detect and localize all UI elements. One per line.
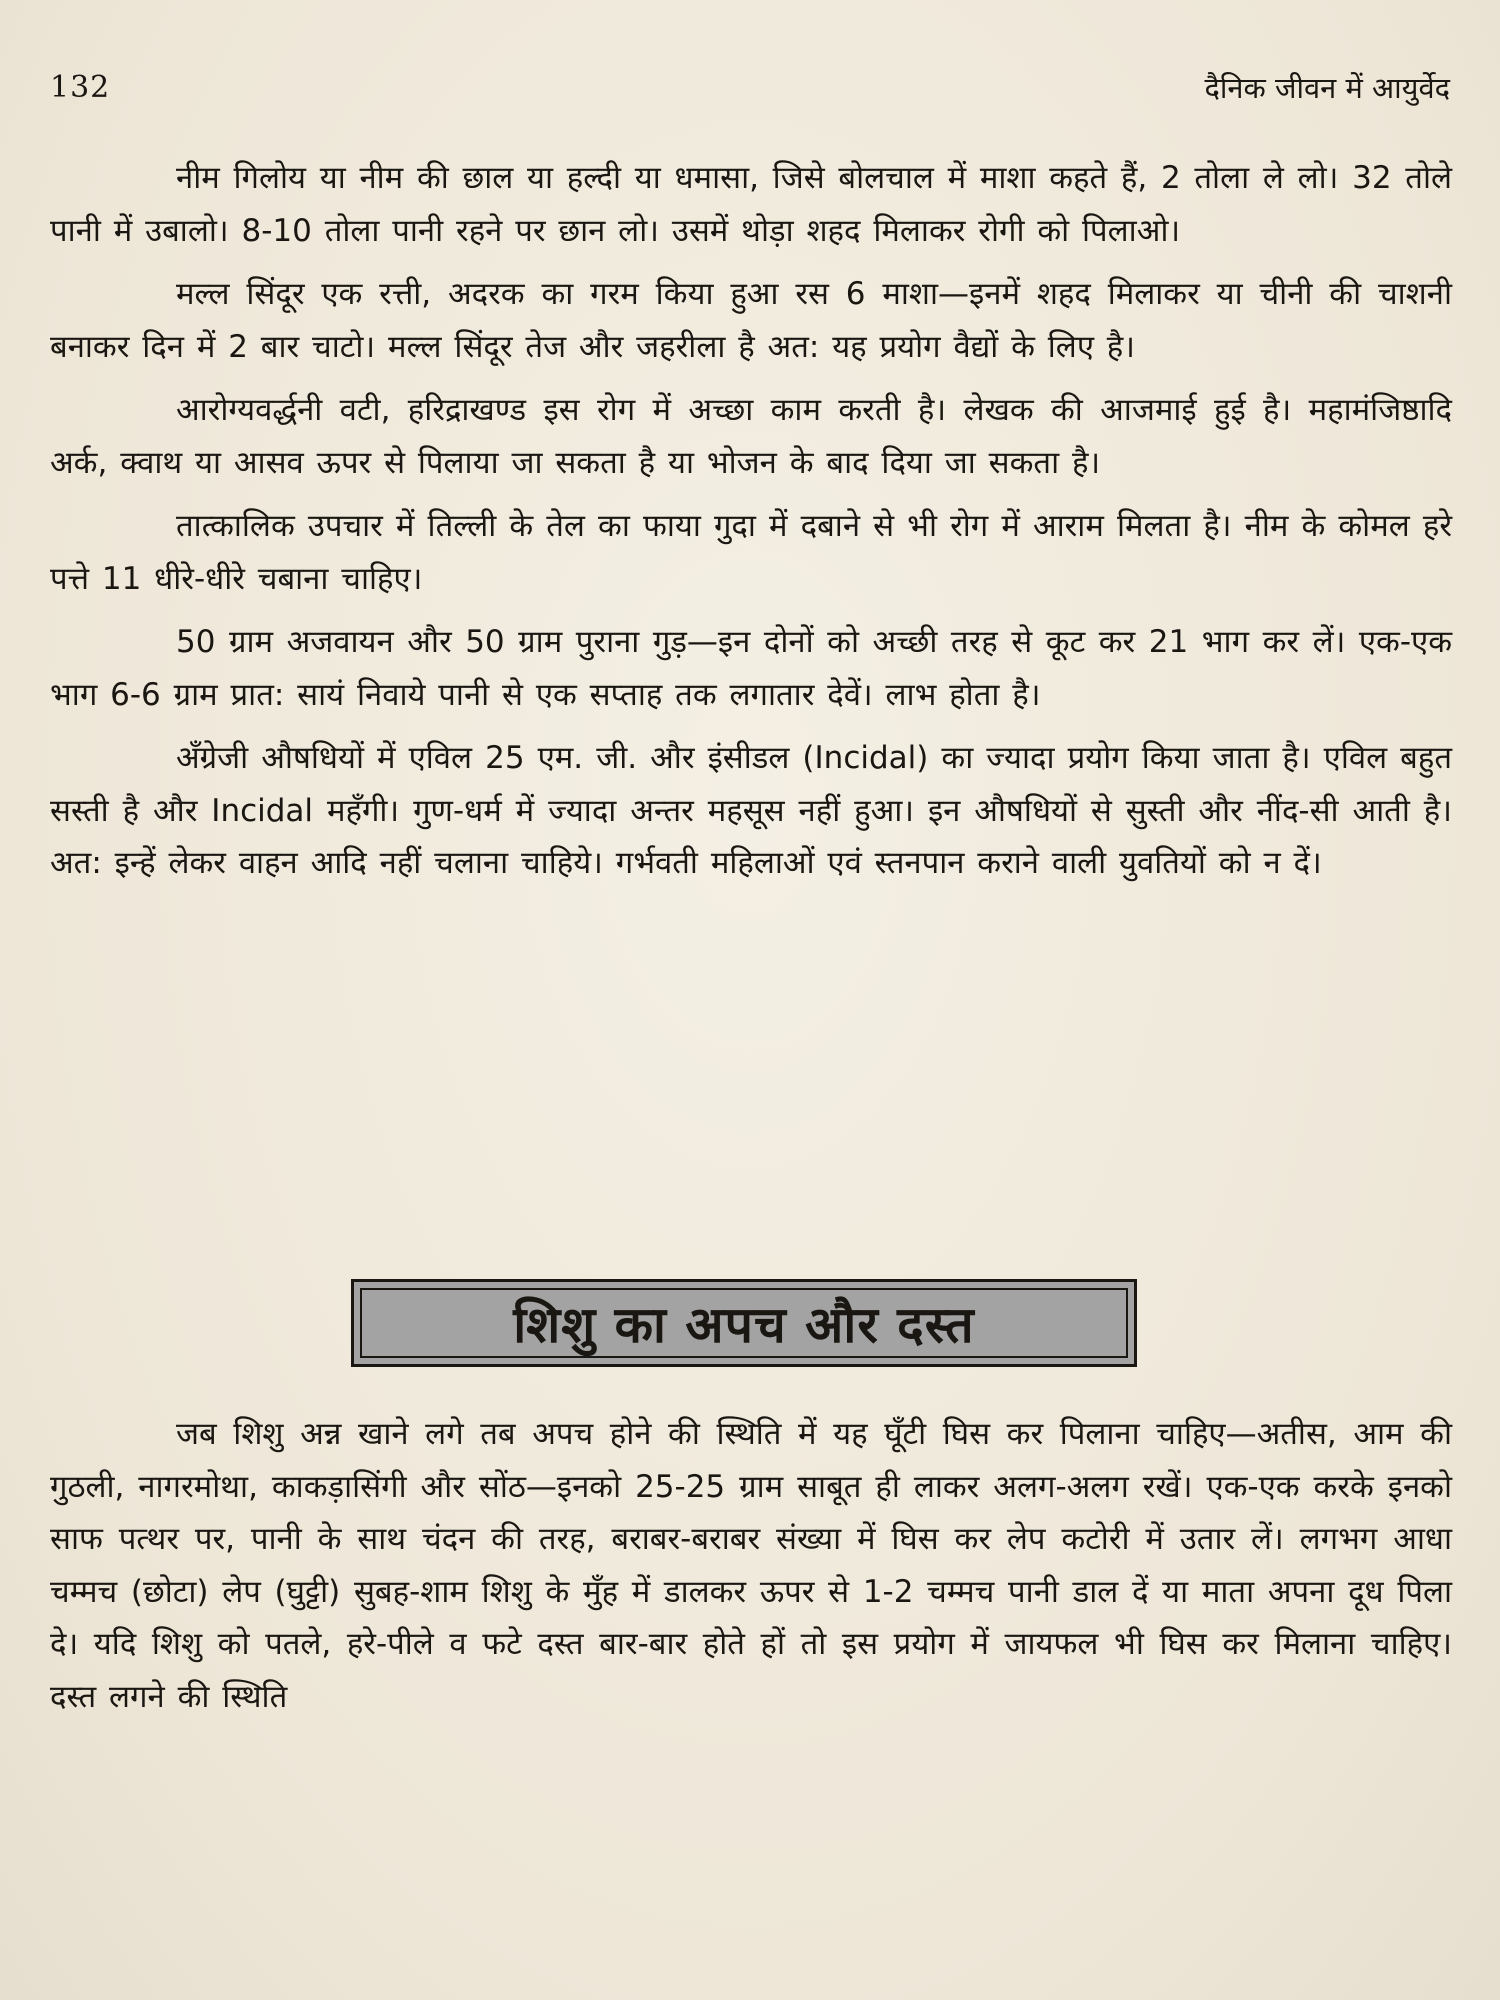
section-body-top	[50, 152, 1452, 890]
page-number: 132	[50, 70, 111, 105]
paragraph: आरोग्यवर्द्धनी वटी, हरिद्राखण्ड इस रोग में अच्छा काम करती है। लेखक की आजमाई हुई है। महामंजिष्ठादि अर्क, क्वाथ या आसव ऊपर से पिलाया जा सकता है या भोजन के बाद दिया जा सकता है।	[50, 392, 1452, 481]
section-body-bottom	[50, 1408, 1452, 1723]
section-heading-box	[351, 1279, 1137, 1367]
paragraph: अँग्रेजी औषधियों में एविल 25 एम. जी. और इंसीडल (Incidal) का ज्यादा प्रयोग किया जाता है। एविल बहुत सस्ती है और Incidal महँगी। गुण-धर्म में ज्यादा अन्तर महसूस नहीं हुआ। इन औषधियों से सुस्ती और नींद-सी आती है। अत: इन्हें लेकर वाहन आदि नहीं चलाना चाहिये। गर्भवती महिलाओं एवं स्तनपान कराने वाली युवतियों को न दें।	[50, 740, 1452, 881]
paragraph: जब शिशु अन्न खाने लगे तब अपच होने की स्थिति में यह घूँटी घिस कर पिलाना चाहिए—अतीस, आम की गुठली, नागरमोथा, काकड़ासिंगी और सोंठ—इनको 25-25 ग्राम साबूत ही लाकर अलग-अलग रखें। एक-एक करके इनको साफ पत्थर पर, पानी के साथ चंदन की तरह, बराबर-बराबर संख्या में घिस कर लेप कटोरी में उतार लें। लगभग आधा चम्मच (छोटा) लेप (घुट्टी) सुबह-शाम शिशु के मुँह में डालकर ऊपर से 1-2 चम्मच पानी डाल दें या माता अपना दूध पिला दे। यदि शिशु को पतले, हरे-पीले व फटे दस्त बार-बार होते हों तो इस प्रयोग में जायफल भी घिस कर मिलाना चाहिए। दस्त लगने की स्थिति	[50, 1416, 1452, 1715]
paragraph: 50 ग्राम अजवायन और 50 ग्राम पुराना गुड़—इन दोनों को अच्छी तरह से कूट कर 21 भाग कर लें। एक-एक भाग 6-6 ग्राम प्रात: सायं निवाये पानी से एक सप्ताह तक लगातार देवें। लाभ होता है।	[50, 624, 1452, 713]
paragraph: तात्कालिक उपचार में तिल्ली के तेल का फाया गुदा में दबाने से भी रोग में आराम मिलता है। नीम के कोमल हरे पत्ते 11 धीरे-धीरे चबाना चाहिए।	[50, 508, 1452, 597]
paragraph: नीम गिलोय या नीम की छाल या हल्दी या धमासा, जिसे बोलचाल में माशा कहते हैं, 2 तोला ले लो। 32 तोले पानी में उबालो। 8-10 तोला पानी रहने पर छान लो। उसमें थोड़ा शहद मिलाकर रोगी को पिलाओ।	[50, 160, 1452, 249]
running-title: दैनिक जीवन में आयुर्वेद	[1204, 71, 1450, 105]
page-header	[50, 66, 1450, 116]
section-heading-area	[0, 1279, 1500, 1375]
section-heading: शिशु का अपच और दस्त	[513, 1296, 975, 1354]
paragraph: मल्ल सिंदूर एक रत्ती, अदरक का गरम किया हुआ रस 6 माशा—इनमें शहद मिलाकर या चीनी की चाशनी बनाकर दिन में 2 बार चाटो। मल्ल सिंदूर तेज और जहरीला है अत: यह प्रयोग वैद्यों के लिए है।	[50, 276, 1452, 365]
